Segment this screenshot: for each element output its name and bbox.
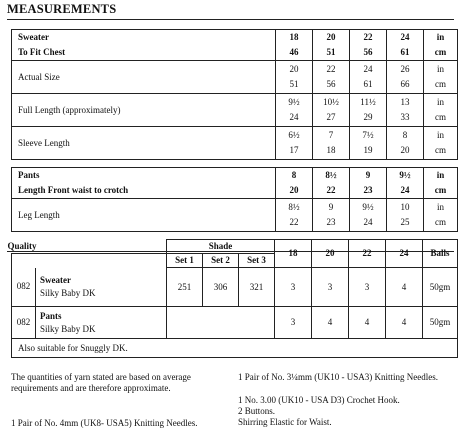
size-cell: 20 51 (313, 30, 350, 61)
quality-item-row (12, 307, 458, 339)
ball-count: 3 (275, 268, 312, 307)
value-cell: 11½ 29 (350, 94, 387, 127)
pants-header-label: Pants Length Front waist to crotch (12, 168, 276, 199)
ball-unit: 50gm (423, 307, 458, 339)
ball-count: 4 (349, 307, 386, 339)
size-cell: 24 61 (387, 30, 424, 61)
ball-count: 3 (312, 268, 349, 307)
value-cell: 8 20 (387, 127, 424, 160)
item-name: Pants Silky Baby DK (36, 307, 167, 339)
set-header: Set 2 (203, 254, 239, 268)
quality-item-row (12, 268, 458, 307)
size-header: 20 (312, 240, 349, 268)
item-code: 082 (12, 307, 36, 339)
value-cell: 9½ 24 (350, 199, 387, 232)
value-cell: 8½ 22 (276, 199, 313, 232)
size-header: 22 (349, 240, 386, 268)
row-label: Sleeve Length (12, 127, 276, 160)
quality-header-row (12, 240, 458, 254)
value-cell: 13 33 (387, 94, 424, 127)
value-cell: 26 66 (387, 61, 424, 94)
value-cell: 22 56 (313, 61, 350, 94)
value-cell: 20 51 (276, 61, 313, 94)
sweater-header-label: Sweater To Fit Chest (12, 30, 276, 61)
set-header: Set 1 (167, 254, 203, 268)
value-cell: 9½ 24 (387, 168, 424, 199)
measurements-table (11, 29, 458, 232)
row-label: Leg Length (12, 199, 276, 232)
ball-count: 3 (349, 268, 386, 307)
sweater-header-row (12, 30, 458, 61)
item-code: 082 (12, 268, 36, 307)
unit-cell: in cm (424, 94, 458, 127)
quality-title: Quality (7, 240, 37, 251)
unit-cell: in cm (424, 30, 458, 61)
yarn-quantity-note: The quantities of yarn stated are based on average requirements and are therefore approximate. (11, 372, 191, 393)
unit-cell: in cm (424, 61, 458, 94)
pants-header-row (12, 168, 458, 199)
buttons-note: 2 Buttons. (238, 406, 276, 416)
row-label: Full Length (approximately) (12, 94, 276, 127)
unit-cell: in cm (424, 127, 458, 160)
ball-count: 4 (386, 268, 423, 307)
value-cell: 9 23 (313, 199, 350, 232)
crochet-hook-note: 1 No. 3.00 (UK10 - USA D3) Crochet Hook. (238, 395, 400, 405)
value-cell: 8½ 22 (313, 168, 350, 199)
value-cell: 7 18 (313, 127, 350, 160)
measurement-row (12, 127, 458, 160)
elastic-note: Shirring Elastic for Waist. (238, 417, 332, 427)
measurements-heading: MEASUREMENTS (7, 2, 117, 16)
needles-note-right: 1 Pair of No. 3¼mm (UK10 - USA3) Knitting Needles. (238, 372, 438, 382)
size-header: 18 (275, 240, 312, 268)
value-cell: 10½ 27 (313, 94, 350, 127)
quality-table (7, 239, 458, 358)
shade-header: Shade (167, 240, 275, 254)
ball-count: 4 (386, 307, 423, 339)
row-label: Actual Size (12, 61, 276, 94)
set-header: Set 3 (239, 254, 275, 268)
size-cell: 22 56 (350, 30, 387, 61)
value-cell: 7½ 19 (350, 127, 387, 160)
ball-count: 4 (312, 307, 349, 339)
balls-header: Balls (423, 240, 458, 268)
heading-rule (7, 19, 454, 20)
value-cell: 6½ 17 (276, 127, 313, 160)
value-cell: 24 61 (350, 61, 387, 94)
value-cell: 10 25 (387, 199, 424, 232)
ball-unit: 50gm (423, 268, 458, 307)
set-value: 306 (203, 268, 239, 307)
item-name: Sweater Silky Baby DK (36, 268, 167, 307)
unit-cell: in cm (424, 199, 458, 232)
unit-cell: in cm (424, 168, 458, 199)
measurement-row (12, 199, 458, 232)
quality-note: Also suitable for Snuggly DK. (12, 339, 458, 358)
value-cell: 9½ 24 (276, 94, 313, 127)
set-value: 321 (239, 268, 275, 307)
ball-count: 3 (275, 307, 312, 339)
needles-note-left: 1 Pair of No. 4mm (UK8- USA5) Knitting Needles. (11, 418, 198, 428)
value-cell: 9 23 (350, 168, 387, 199)
size-header: 24 (386, 240, 423, 268)
size-cell: 18 46 (276, 30, 313, 61)
value-cell: 8 20 (276, 168, 313, 199)
set-value: 251 (167, 268, 203, 307)
quality-note-row (12, 339, 458, 358)
measurement-row (12, 94, 458, 127)
measurement-row (12, 61, 458, 94)
